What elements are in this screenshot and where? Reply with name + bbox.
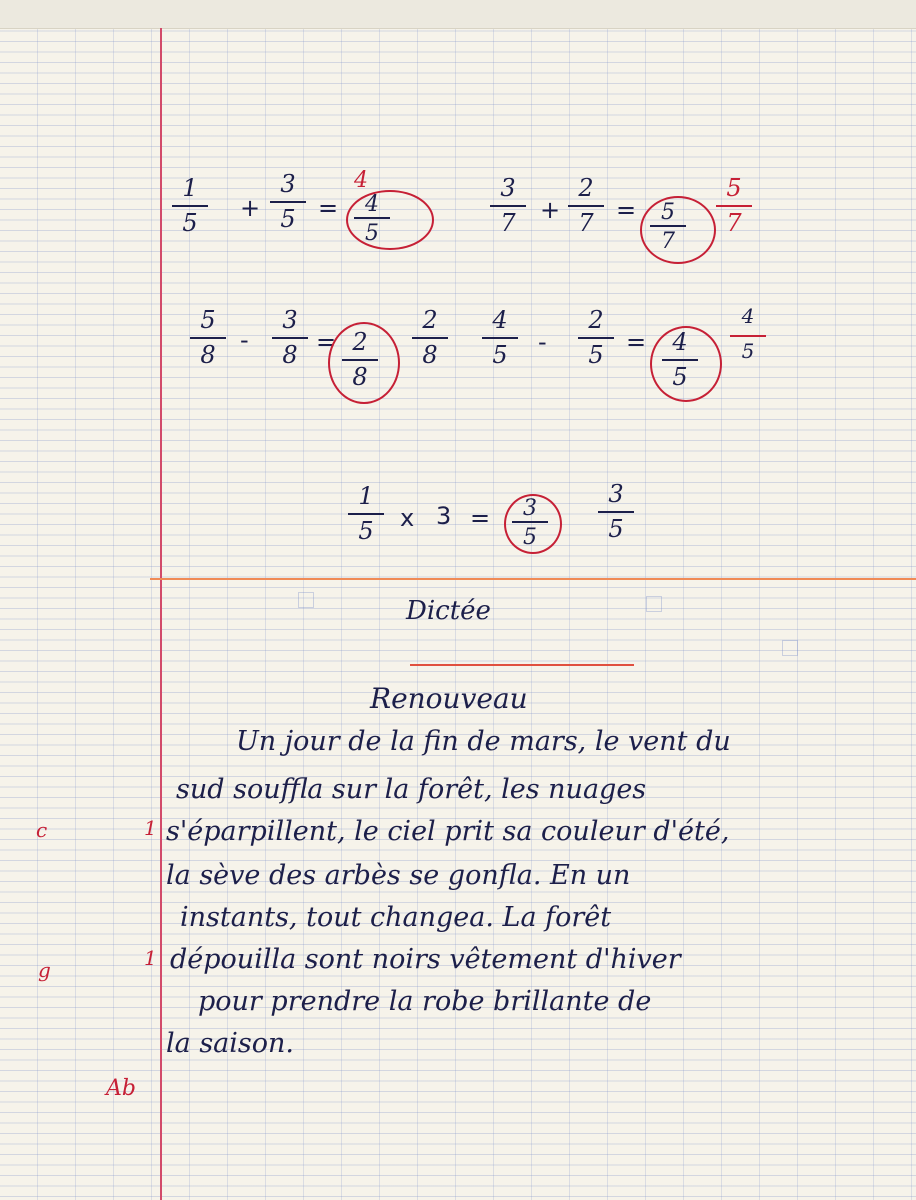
error-tick: 1 bbox=[144, 816, 157, 840]
fraction bbox=[576, 308, 616, 371]
equals-sign: = bbox=[316, 328, 337, 356]
numerator: 3 bbox=[282, 306, 298, 334]
answer-fraction bbox=[660, 330, 700, 393]
answer-fraction bbox=[352, 194, 392, 245]
bleed-through-mark bbox=[782, 640, 798, 656]
denominator: 7 bbox=[726, 209, 742, 237]
fraction bbox=[188, 308, 228, 371]
dictation-line: Un jour de la fin de mars, le vent du bbox=[236, 726, 731, 757]
fraction bbox=[346, 484, 386, 547]
separator-rule bbox=[150, 578, 916, 580]
denominator: 5 bbox=[741, 339, 755, 363]
denominator: 8 bbox=[200, 341, 216, 369]
numerator: 3 bbox=[523, 496, 537, 521]
numerator: 5 bbox=[661, 200, 675, 225]
bleed-through-mark bbox=[298, 592, 314, 608]
minus-sign: - bbox=[240, 326, 249, 354]
numerator: 3 bbox=[280, 170, 296, 198]
denominator: 7 bbox=[578, 209, 594, 237]
bleed-through-mark bbox=[646, 596, 662, 612]
answer-fraction bbox=[340, 330, 380, 393]
equals-sign: = bbox=[318, 194, 339, 222]
denominator: 5 bbox=[365, 221, 379, 246]
numerator: 4 bbox=[492, 306, 508, 334]
fraction bbox=[268, 172, 308, 235]
dictation-title: Renouveau bbox=[370, 682, 528, 715]
fraction bbox=[480, 308, 520, 371]
denominator: 5 bbox=[492, 341, 508, 369]
numerator: 2 bbox=[578, 174, 594, 202]
numerator: 4 bbox=[672, 328, 688, 356]
denominator: 5 bbox=[672, 363, 688, 391]
denominator: 5 bbox=[182, 209, 198, 237]
denominator: 5 bbox=[280, 205, 296, 233]
numerator: 5 bbox=[726, 174, 742, 202]
plus-sign: + bbox=[240, 194, 261, 222]
numerator: 2 bbox=[352, 328, 368, 356]
error-tick: 1 bbox=[144, 946, 157, 970]
fraction bbox=[270, 308, 310, 371]
numerator: 3 bbox=[608, 480, 624, 508]
numerator: 1 bbox=[182, 174, 198, 202]
minus-sign: - bbox=[538, 328, 547, 356]
margin-line bbox=[160, 28, 162, 1200]
numerator: 2 bbox=[588, 306, 604, 334]
numerator: 1 bbox=[358, 482, 374, 510]
corrected-fraction bbox=[596, 482, 636, 545]
answer-fraction bbox=[510, 498, 550, 549]
times-sign: x bbox=[400, 504, 415, 532]
page-top-edge bbox=[0, 0, 916, 29]
equals-sign: = bbox=[470, 504, 491, 532]
denominator: 8 bbox=[422, 341, 438, 369]
fraction bbox=[170, 176, 210, 239]
dictation-line: sud souffla sur la forêt, les nuages bbox=[176, 774, 647, 805]
numerator: 4 bbox=[741, 304, 755, 328]
margin-mark-c: c bbox=[36, 818, 48, 842]
dictation-line: dépouilla sont noirs vêtement d'hiver bbox=[170, 944, 681, 975]
dictation-line: s'éparpillent, le ciel prit sa couleur d'été, bbox=[166, 816, 730, 847]
denominator: 5 bbox=[523, 525, 537, 550]
fraction bbox=[488, 176, 528, 239]
numerator: 2 bbox=[422, 306, 438, 334]
fraction bbox=[566, 176, 606, 239]
plus-sign: + bbox=[540, 196, 561, 224]
dictation-line: instants, tout changea. La forêt bbox=[180, 902, 612, 933]
denominator: 5 bbox=[358, 517, 374, 545]
correction-fraction bbox=[728, 306, 768, 369]
numerator: 3 bbox=[500, 174, 516, 202]
section-heading: Dictée bbox=[406, 596, 491, 626]
equals-sign: = bbox=[626, 328, 647, 356]
denominator: 7 bbox=[500, 209, 516, 237]
denominator: 7 bbox=[661, 229, 675, 254]
denominator: 8 bbox=[352, 363, 368, 391]
multiplier: 3 bbox=[436, 502, 452, 530]
answer-fraction bbox=[648, 202, 688, 253]
denominator: 5 bbox=[588, 341, 604, 369]
equals-sign: = bbox=[616, 196, 637, 224]
dictation-line: pour prendre la robe brillante de bbox=[198, 986, 652, 1017]
margin-mark-g: g bbox=[38, 958, 51, 982]
numerator: 5 bbox=[200, 306, 216, 334]
numerator: 4 bbox=[365, 192, 379, 217]
dictation-line: la sève des arbès se gonfla. En un bbox=[166, 860, 631, 891]
dictation-line: la saison. bbox=[166, 1028, 294, 1059]
denominator: 8 bbox=[282, 341, 298, 369]
correction-numeral: 4 bbox=[354, 168, 368, 193]
denominator: 5 bbox=[608, 515, 624, 543]
correction-fraction bbox=[714, 176, 754, 239]
grade-mark: Ab bbox=[106, 1076, 136, 1101]
corrected-fraction bbox=[410, 308, 450, 371]
heading-underline bbox=[410, 664, 634, 666]
